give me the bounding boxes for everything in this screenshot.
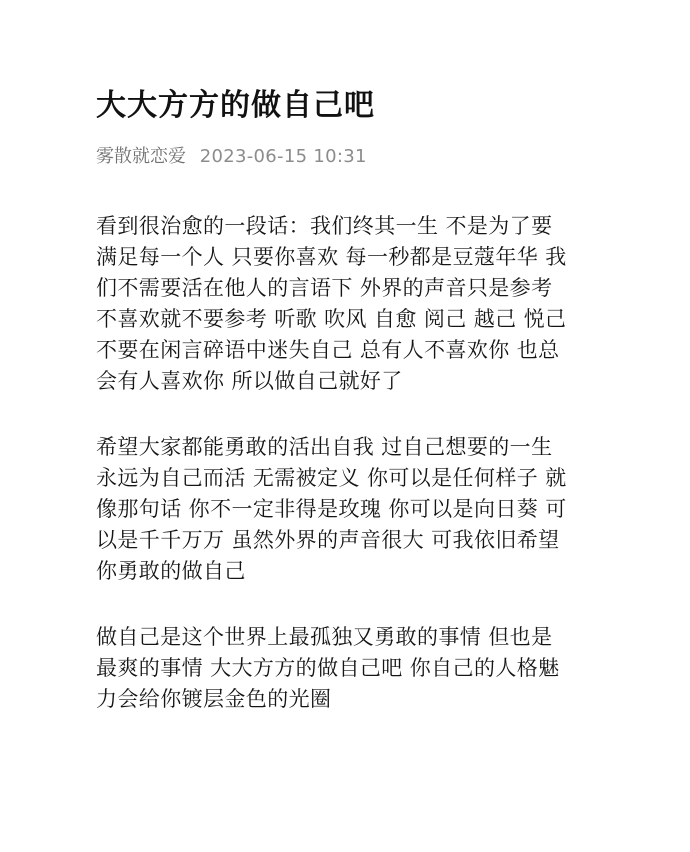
article-title: 大大方方的做自己吧	[96, 88, 375, 123]
author-name[interactable]: 雾散就恋爱	[96, 146, 186, 167]
text-line: 做自己是这个世界上最孤独又勇敢的事情 但也是	[96, 625, 553, 649]
text-line: 满足每一个人 只要你喜欢 每一秒都是豆蔻年华 我	[96, 245, 567, 269]
article-body	[96, 211, 620, 715]
article-meta	[96, 145, 620, 169]
text-line: 会有人喜欢你 所以做自己就好了	[96, 369, 403, 393]
text-line: 力会给你镀层金色的光圈	[96, 687, 332, 711]
text-line: 们不需要活在他人的言语下 外界的声音只是参考	[96, 276, 553, 300]
text-line: 以是千千万万 虽然外界的声音很大 可我依旧希望	[96, 528, 560, 552]
text-line: 不要在闲言碎语中迷失自己 总有人不喜欢你 也总	[96, 338, 560, 362]
text-line: 你勇敢的做自己	[96, 559, 246, 583]
paragraph-2	[96, 432, 620, 587]
text-line: 像那句话 你不一定非得是玫瑰 你可以是向日葵 可	[96, 497, 567, 521]
text-line: 看到很治愈的一段话：我们终其一生 不是为了要	[96, 214, 553, 238]
text-line: 最爽的事情 大大方方的做自己吧 你自己的人格魅	[96, 656, 560, 680]
text-line: 希望大家都能勇敢的活出自我 过自己想要的一生	[96, 435, 553, 459]
text-line: 不喜欢就不要参考 听歌 吹风 自愈 阅己 越己 悦己	[96, 307, 567, 331]
text-line: 永远为自己而活 无需被定义 你可以是任何样子 就	[96, 466, 567, 490]
publish-date: 2023-06-15 10:31	[199, 146, 367, 167]
paragraph-1	[96, 211, 620, 397]
paragraph-3	[96, 622, 620, 715]
